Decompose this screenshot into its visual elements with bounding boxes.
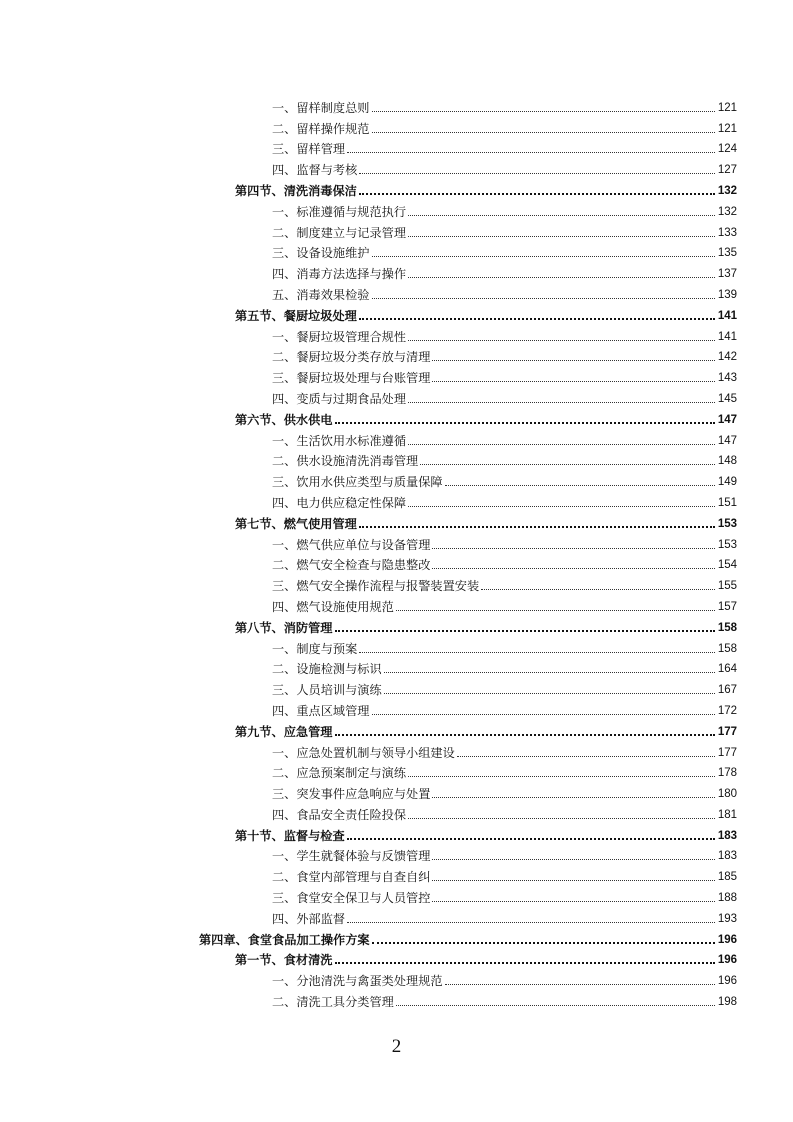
toc-dot-leader [420,464,715,465]
toc-dot-leader [432,381,715,382]
toc-dot-leader [372,714,716,715]
toc-dot-leader [372,256,716,257]
toc-dot-leader [335,422,716,424]
toc-entry-page: 193 [717,912,737,925]
toc-entry-page: 158 [717,642,737,655]
toc-entry-page: 177 [717,725,737,738]
toc-subsection-entry[interactable] [0,698,793,719]
toc-entry-page: 183 [717,850,737,863]
toc-entry-title: 一、分池清洗与禽蛋类处理规范 [272,974,443,989]
toc-entry-title: 二、设施检测与标识 [272,662,382,677]
toc-entry-title: 二、食堂内部管理与自查自纠 [272,870,431,885]
toc-dot-leader [359,318,715,320]
toc-subsection-entry[interactable] [0,553,793,574]
toc-dot-leader [359,173,715,174]
toc-subsection-entry[interactable] [0,282,793,303]
toc-subsection-entry[interactable] [0,740,793,761]
toc-entry-title: 三、突发事件应急响应与处置 [272,787,431,802]
toc-subsection-entry[interactable] [0,324,793,345]
toc-entry-title: 第五节、餐厨垃圾处理 [235,308,357,323]
toc-entry-title: 第九节、应急管理 [235,724,333,739]
toc-dot-leader [432,859,715,860]
toc-subsection-entry[interactable] [0,532,793,553]
toc-entry-page: 121 [717,122,737,135]
toc-entry-title: 第十节、监督与检查 [235,828,345,843]
toc-dot-leader [347,152,715,153]
toc-entry-title: 二、应急预案制定与演练 [272,766,407,781]
toc-subsection-entry[interactable] [0,116,793,137]
toc-dot-leader [335,734,716,736]
toc-entry-page: 132 [717,205,737,218]
toc-dot-leader [432,797,715,798]
toc-entry-page: 139 [717,288,737,301]
toc-section-entry[interactable] [0,615,793,636]
toc-entry-title: 一、应急处置机制与领导小组建设 [272,745,455,760]
toc-section-entry[interactable] [0,407,793,428]
toc-subsection-entry[interactable] [0,761,793,782]
table-of-contents [0,95,793,1010]
toc-dot-leader [432,880,715,881]
toc-entry-page: 196 [717,975,737,988]
toc-subsection-entry[interactable] [0,802,793,823]
toc-dot-leader [481,589,715,590]
toc-entry-page: 153 [717,517,737,530]
toc-entry-page: 127 [717,164,737,177]
toc-entry-page: 135 [717,247,737,260]
toc-subsection-entry[interactable] [0,345,793,366]
toc-subsection-entry[interactable] [0,864,793,885]
toc-entry-title: 四、变质与过期食品处理 [272,391,407,406]
toc-subsection-entry[interactable] [0,449,793,470]
toc-entry-title: 二、餐厨垃圾分类存放与清理 [272,350,431,365]
toc-entry-page: 196 [717,954,737,967]
toc-section-entry[interactable] [0,511,793,532]
toc-dot-leader [372,298,716,299]
toc-entry-page: 164 [717,663,737,676]
toc-entry-page: 177 [717,746,737,759]
toc-subsection-entry[interactable] [0,469,793,490]
toc-entry-title: 二、供水设施清洗消毒管理 [272,454,419,469]
toc-dot-leader [408,402,715,403]
toc-dot-leader [359,526,715,528]
toc-entry-title: 三、留样管理 [272,142,346,157]
toc-dot-leader [408,444,715,445]
toc-dot-leader [384,672,715,673]
toc-entry-title: 四、燃气设施使用规范 [272,599,394,614]
toc-subsection-entry[interactable] [0,365,793,386]
toc-entry-title: 三、人员培训与演练 [272,683,382,698]
toc-entry-page: 157 [717,600,737,613]
toc-entry-page: 121 [717,101,737,114]
toc-entry-page: 153 [717,538,737,551]
toc-entry-page: 188 [717,892,737,905]
toc-entry-title: 四、外部监督 [272,911,346,926]
toc-entry-title: 二、燃气安全检查与隐患整改 [272,558,431,573]
toc-section-entry[interactable] [0,303,793,324]
toc-subsection-entry[interactable] [0,137,793,158]
toc-entry-title: 四、监督与考核 [272,163,358,178]
toc-subsection-entry[interactable] [0,241,793,262]
toc-section-entry[interactable] [0,719,793,740]
toc-entry-page: 151 [717,496,737,509]
toc-dot-leader [408,215,715,216]
toc-dot-leader [445,485,715,486]
toc-subsection-entry[interactable] [0,220,793,241]
toc-entry-page: 155 [717,580,737,593]
toc-subsection-entry[interactable] [0,386,793,407]
toc-entry-page: 132 [717,184,737,197]
toc-subsection-entry[interactable] [0,428,793,449]
toc-entry-title: 一、制度与预案 [272,641,358,656]
toc-entry-page: 181 [717,808,737,821]
toc-entry-page: 167 [717,684,737,697]
toc-entry-page: 185 [717,871,737,884]
toc-entry-title: 一、餐厨垃圾管理合规性 [272,329,407,344]
toc-entry-page: 142 [717,351,737,364]
toc-entry-page: 145 [717,392,737,405]
toc-entry-page: 147 [717,413,737,426]
toc-dot-leader [396,610,715,611]
toc-dot-leader [347,922,715,923]
toc-subsection-entry[interactable] [0,781,793,802]
toc-entry-page: 148 [717,455,737,468]
toc-dot-leader [408,340,715,341]
toc-entry-title: 一、留样制度总则 [272,100,370,115]
toc-dot-leader [408,236,715,237]
toc-dot-leader [335,630,716,632]
toc-entry-page: 158 [717,621,737,634]
toc-section-entry[interactable] [0,178,793,199]
toc-entry-title: 一、燃气供应单位与设备管理 [272,537,431,552]
toc-subsection-entry[interactable] [0,844,793,865]
page-number: 2 [391,1036,402,1057]
toc-dot-leader [384,693,715,694]
toc-entry-title: 二、制度建立与记录管理 [272,225,407,240]
toc-subsection-entry[interactable] [0,906,793,927]
toc-dot-leader [432,901,715,902]
toc-entry-page: 183 [717,829,737,842]
toc-entry-page: 198 [717,996,737,1009]
toc-subsection-entry[interactable] [0,636,793,657]
toc-dot-leader [372,132,716,133]
toc-entry-title: 四、电力供应稳定性保障 [272,495,407,510]
toc-dot-leader [432,568,715,569]
toc-dot-leader [372,111,716,112]
toc-subsection-entry[interactable] [0,261,793,282]
toc-entry-page: 143 [717,372,737,385]
toc-dot-leader [347,838,715,840]
toc-dot-leader [432,360,715,361]
toc-entry-title: 四、食品安全责任险投保 [272,807,407,822]
toc-entry-title: 第七节、燃气使用管理 [235,516,357,531]
toc-entry-title: 二、清洗工具分类管理 [272,995,394,1010]
toc-section-entry[interactable] [0,823,793,844]
toc-chapter-entry[interactable] [0,927,793,948]
toc-entry-page: 141 [717,309,737,322]
toc-entry-title: 一、学生就餐体验与反馈管理 [272,849,431,864]
toc-dot-leader [359,193,715,195]
toc-entry-title: 三、设备设施维护 [272,246,370,261]
toc-entry-title: 三、食堂安全保卫与人员管控 [272,891,431,906]
toc-entry-title: 四、重点区域管理 [272,703,370,718]
toc-subsection-entry[interactable] [0,199,793,220]
toc-entry-title: 二、留样操作规范 [272,121,370,136]
toc-subsection-entry[interactable] [0,95,793,116]
toc-entry-page: 137 [717,268,737,281]
toc-subsection-entry[interactable] [0,989,793,1010]
toc-section-entry[interactable] [0,948,793,969]
toc-entry-title: 三、餐厨垃圾处理与台账管理 [272,371,431,386]
toc-subsection-entry[interactable] [0,677,793,698]
toc-dot-leader [408,776,715,777]
toc-dot-leader [335,962,716,964]
toc-entry-title: 三、燃气安全操作流程与报警装置安装 [272,579,480,594]
toc-entry-page: 196 [717,933,737,946]
toc-entry-title: 第四节、清洗消毒保洁 [235,183,357,198]
toc-dot-leader [408,277,715,278]
toc-dot-leader [445,984,715,985]
toc-entry-title: 第四章、食堂食品加工操作方案 [199,932,370,947]
toc-entry-page: 180 [717,788,737,801]
toc-entry-page: 133 [717,226,737,239]
toc-dot-leader [396,1005,715,1006]
toc-dot-leader [432,548,715,549]
toc-subsection-entry[interactable] [0,885,793,906]
toc-entry-title: 五、消毒效果检验 [272,287,370,302]
toc-dot-leader [457,756,715,757]
toc-entry-title: 一、标准遵循与规范执行 [272,204,407,219]
toc-entry-page: 172 [717,704,737,717]
toc-entry-title: 第一节、食材清洗 [235,953,333,968]
toc-subsection-entry[interactable] [0,657,793,678]
toc-entry-page: 147 [717,434,737,447]
toc-subsection-entry[interactable] [0,594,793,615]
toc-dot-leader [359,652,715,653]
toc-entry-title: 三、饮用水供应类型与质量保障 [272,475,443,490]
toc-dot-leader [408,818,715,819]
toc-entry-title: 第八节、消防管理 [235,620,333,635]
toc-dot-leader [372,942,715,944]
toc-entry-page: 124 [717,143,737,156]
toc-subsection-entry[interactable] [0,157,793,178]
toc-subsection-entry[interactable] [0,968,793,989]
toc-entry-title: 第六节、供水供电 [235,412,333,427]
toc-entry-page: 141 [717,330,737,343]
toc-subsection-entry[interactable] [0,573,793,594]
toc-entry-page: 154 [717,559,737,572]
toc-dot-leader [408,506,715,507]
toc-entry-page: 178 [717,767,737,780]
toc-subsection-entry[interactable] [0,490,793,511]
toc-entry-page: 149 [717,476,737,489]
toc-entry-title: 四、消毒方法选择与操作 [272,267,407,282]
toc-entry-title: 一、生活饮用水标准遵循 [272,433,407,448]
